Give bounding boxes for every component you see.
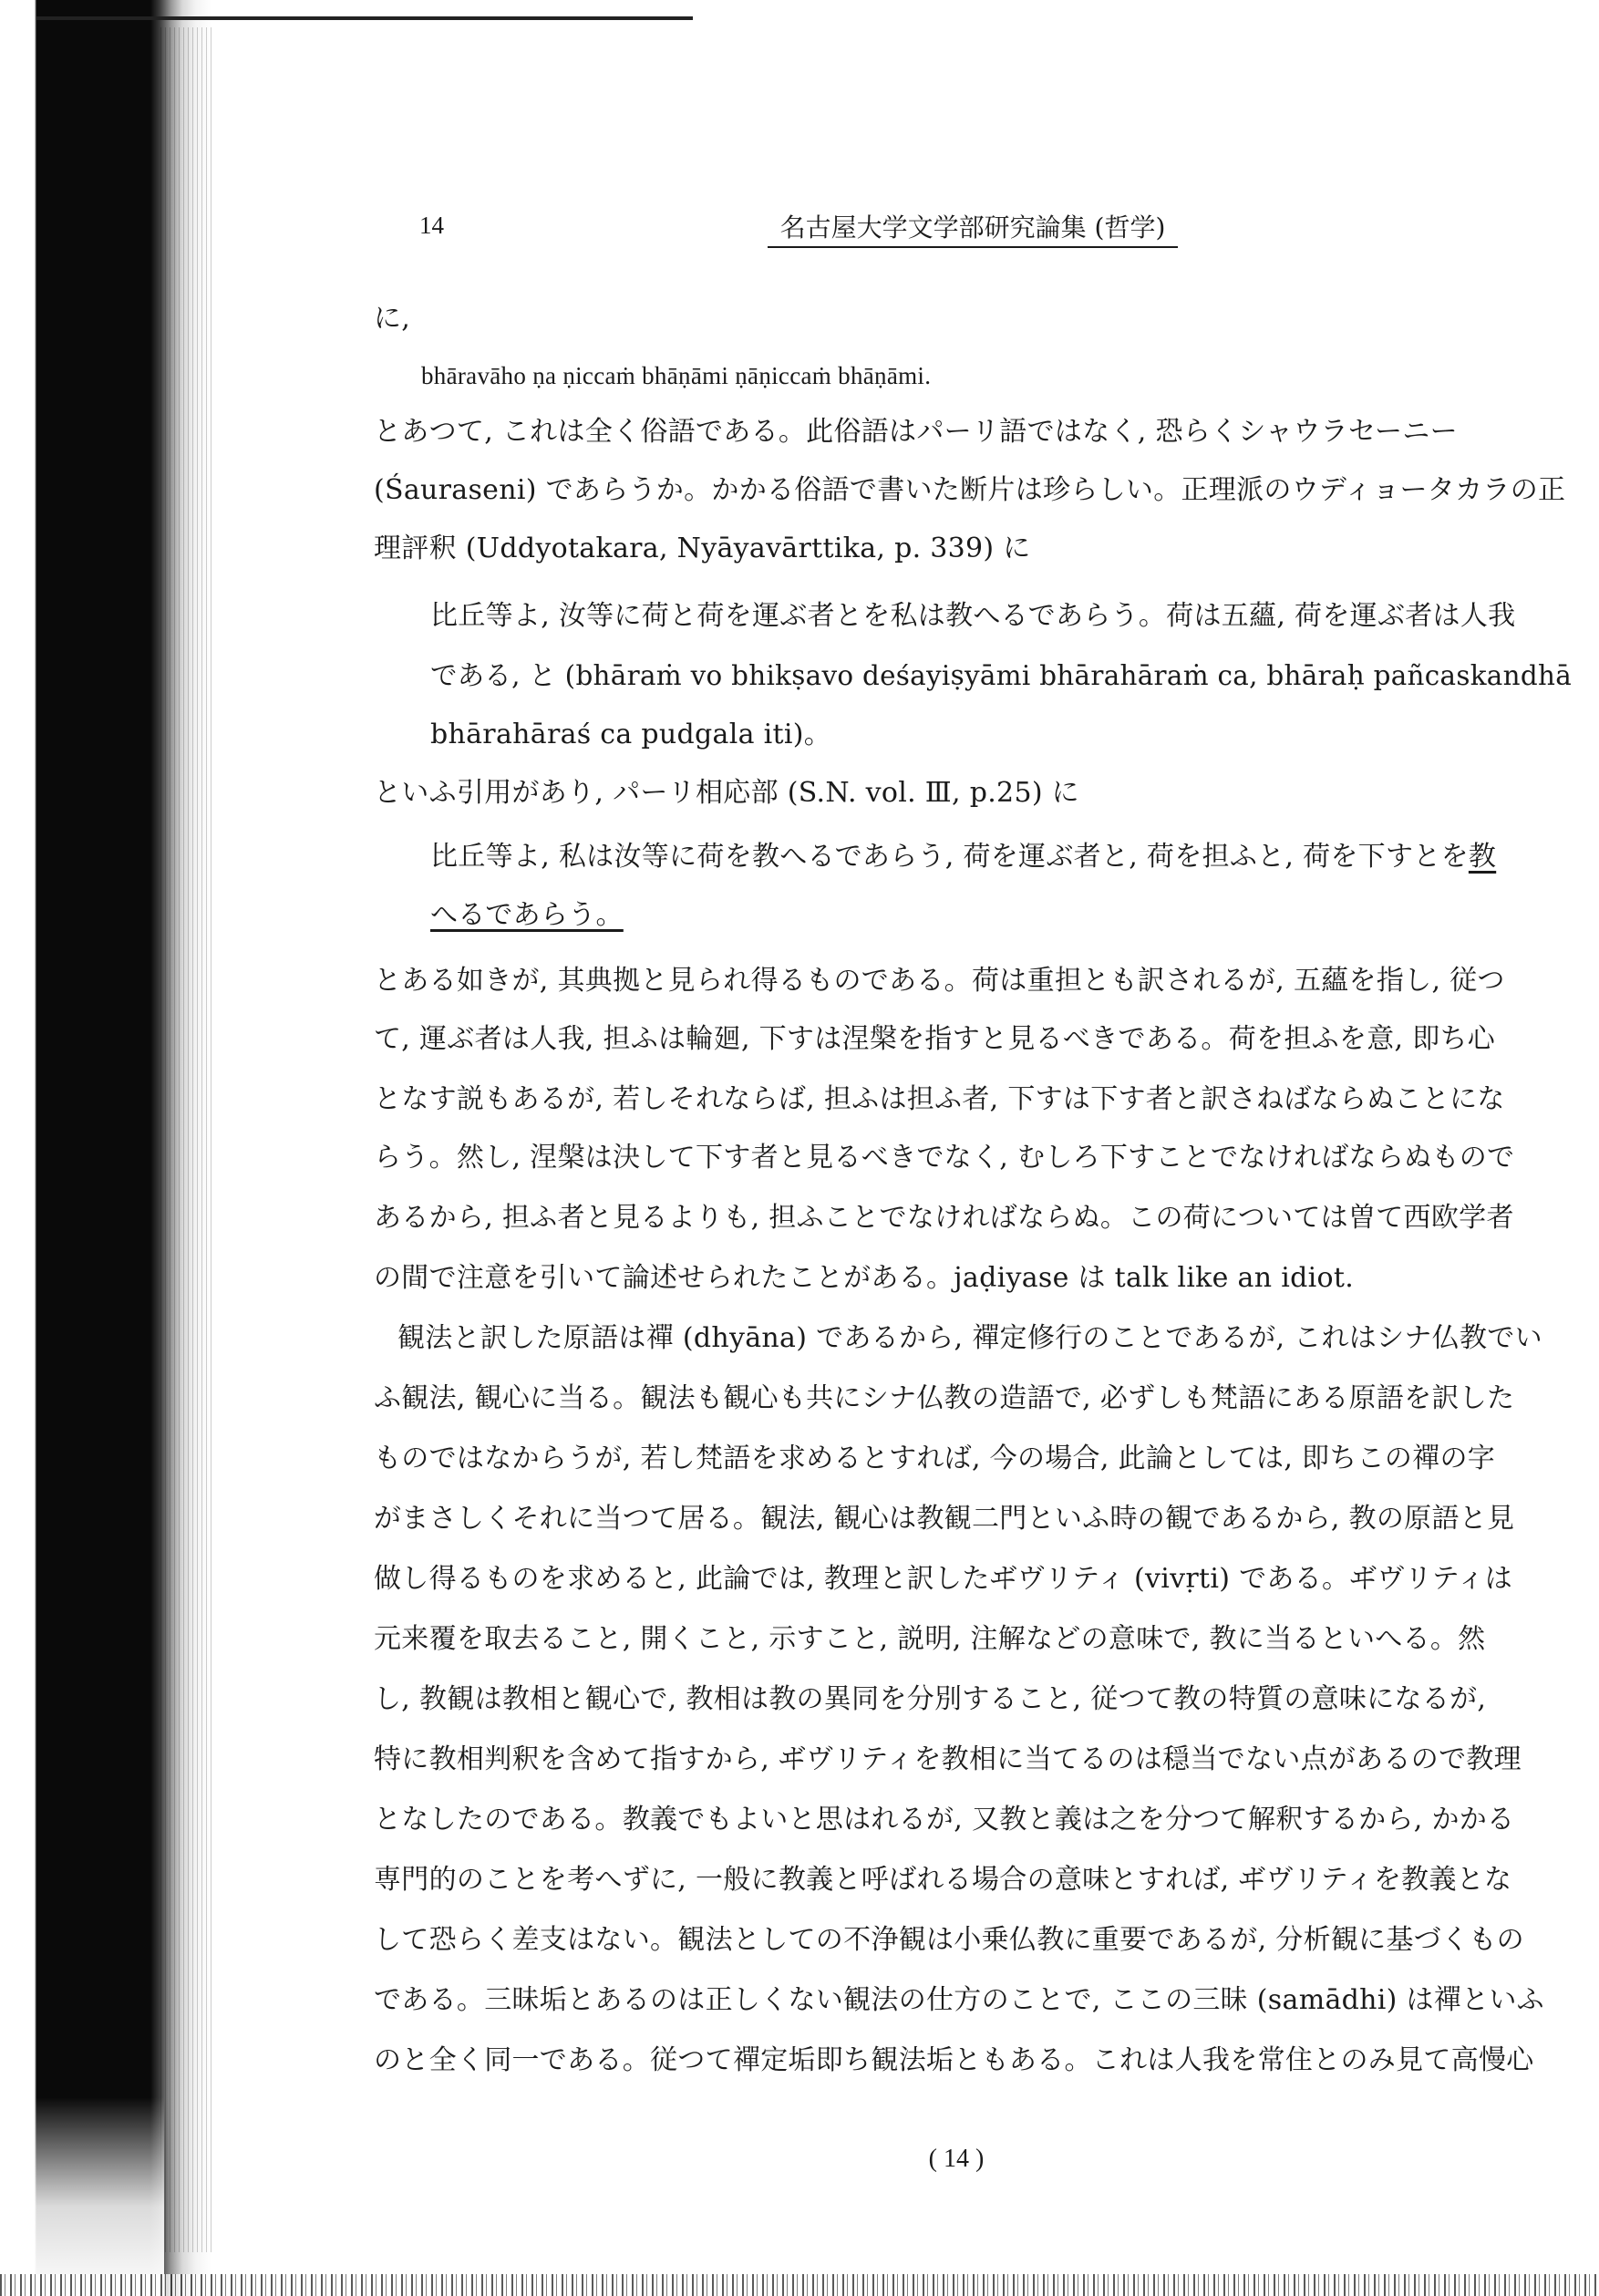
text-line: 特に教相判釈を含めて指すから, ヸヴリティを教相に当てるのは穏当でない点があるので教理 — [374, 1743, 1522, 1775]
text-line: らう。然し, 涅槃は決して下す者と見るべきでなく, むしろ下すことでなければならぬもので — [374, 1142, 1515, 1174]
text-line: とある如きが, 其典拠と見られ得るものである。荷は重担とも訳されるが, 五蘊を指し, 従つ — [374, 965, 1505, 997]
text-line: とあつて, これは全く俗語である。此俗語はパーリ語ではなく, 恐らくシャウラセーニー — [374, 416, 1458, 448]
text-line: の間で注意を引いて論述せられたことがある。jaḍiyase は talk like an idiot. — [374, 1262, 1355, 1294]
page-number: 14 — [419, 212, 444, 239]
text-line: となしたのである。教義でもよいと思はれるが, 又教と義は之を分つて解釈するから, かかる — [374, 1804, 1515, 1836]
running-title: 名古屋大学文学部研究論集 (哲学) — [768, 208, 1178, 248]
scan-binding-fade — [0, 2097, 164, 2296]
text-line: あるから, 担ふ者と見るよりも, 担ふことでなければならぬ。この荷については曽て西欧学者 — [374, 1202, 1514, 1234]
text-line: 做し得るものを求めると, 此論では, 教理と訳したヸヴリティ (vivṛti) である。ヸヴリティは — [374, 1563, 1513, 1595]
text-line: て, 運ぶ者は人我, 担ふは輪廻, 下すは涅槃を指すと見るべきである。荷を担ふを意, 即ち心 — [374, 1023, 1496, 1055]
quote-line: bhāravāho ṇa ṇiccaṁ bhāṇāmi ṇāṇiccaṁ bhāṇāmi. — [421, 362, 932, 389]
text-line: し, 教観は教相と観心で, 教相は教の異同を分別すること, 従つて教の特質の意味になるが, — [374, 1683, 1487, 1715]
page-footer: ( 14 ) — [928, 2145, 985, 2173]
text-line: 理評釈 (Uddyotakara, Nyāyavārttika, p. 339) に — [374, 533, 1031, 564]
page-header — [419, 208, 1559, 253]
scan-top-edge — [36, 16, 693, 20]
quote-line: である, と (bhāraṁ vo bhikṣavo deśayiṣyāmi bhārahāraṁ ca, bhāraḥ pañcaskandhā — [430, 660, 1573, 692]
quote-line: 比丘等よ, 汝等に荷と荷を運ぶ者とを私は教へるであらう。荷は五蘊, 荷を運ぶ者は人我 — [430, 600, 1516, 632]
text-line: 元来覆を取去ること, 開くこと, 示すこと, 説明, 注解などの意味で, 教に当るといへる。然 — [374, 1623, 1486, 1655]
text-line: となす説もあるが, 若しそれならば, 担ふは担ふ者, 下すは下す者と訳さねばならぬことにな — [374, 1083, 1505, 1115]
text-line: がまさしくそれに当つて居る。観法, 観心は教観二門といふ時の観であるから, 教の原語と見 — [374, 1503, 1515, 1535]
quote-line-underlined: へるであらう。 — [430, 899, 624, 931]
text-line: に, — [374, 303, 411, 335]
quote-text: 比丘等よ, 私は汝等に荷を教へるであらう, 荷を運ぶ者と, 荷を担ふと, 荷を下すとを — [430, 841, 1469, 873]
text-line: 専門的のことを考へずに, 一般に教義と呼ばれる場合の意味とすれば, ヸヴリティを教義とな — [374, 1864, 1512, 1896]
text-line: ふ観法, 観心に当る。観法も観心も共にシナ仏教の造語で, 必ずしも梵語にある原語を訳した — [374, 1382, 1515, 1414]
scan-binding-lines — [160, 27, 215, 2252]
text-line: といふ引用があり, パーリ相応部 (S.N. vol. Ⅲ, p.25) に — [374, 777, 1079, 809]
text-line: のと全く同一である。従つて禪定垢即ち観法垢ともある。これは人我を常住とのみ見て高慢心 — [374, 2044, 1534, 2076]
text-line: (Śauraseni) であらうか。かかる俗語で書いた断片は珍らしい。正理派のウディョータカラの正 — [374, 474, 1566, 506]
scan-bottom-strip — [0, 2274, 1599, 2296]
text-line: ものではなからうが, 若し梵語を求めるとすれば, 今の場合, 此論としては, 即ちこの禪の字 — [374, 1443, 1496, 1474]
quote-line — [430, 839, 1496, 875]
paragraph-start-line: 観法と訳した原語は禪 (dhyāna) であるから, 禪定修行のことであるが, これはシナ仏教でい — [397, 1322, 1542, 1354]
underlined-text: 教 — [1468, 841, 1497, 873]
quote-line: bhārahāraś ca pudgala iti)。 — [430, 719, 832, 750]
text-line: して恐らく差支はない。観法としての不浄観は小乗仏教に重要であるが, 分析観に基づくもの — [374, 1924, 1524, 1956]
text-line: である。三昧垢とあるのは正しくない観法の仕方のことで, ここの三昧 (samādhi) は禪といふ — [374, 1984, 1544, 2016]
